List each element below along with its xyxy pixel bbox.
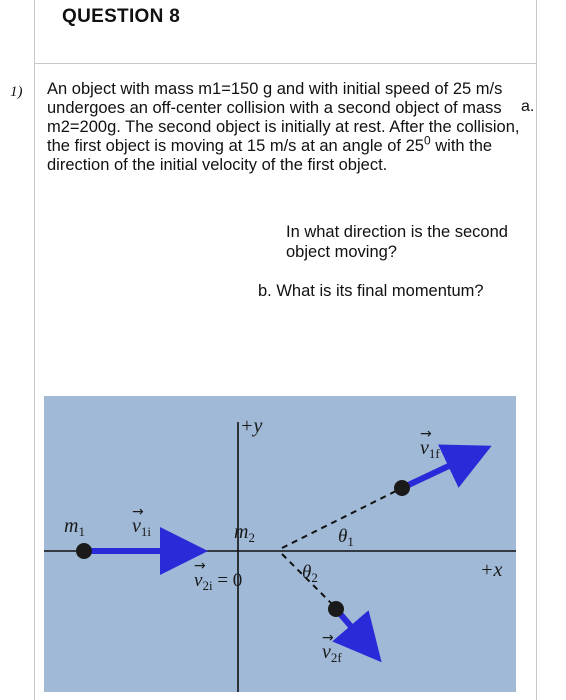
label-v1f-sub: 1f [428, 446, 440, 461]
label-v2i-value: = 0 [212, 570, 243, 591]
label-theta2-sub: 2 [311, 570, 318, 585]
label-theta2-main: θ [302, 562, 312, 583]
diagram-background [44, 396, 516, 692]
label-v1i-sub: 1i [140, 524, 152, 539]
part-a-marker: a. [521, 98, 535, 115]
label-m1-main: m [64, 515, 79, 537]
part-b-text: What is its final momentum? [276, 282, 484, 300]
label-plus-y: +y [240, 415, 263, 437]
v2i-vector-mark: → [194, 558, 206, 574]
v1f-vector-mark: → [420, 426, 432, 442]
label-v2f-main: v [322, 641, 331, 663]
part-b-marker: b. [258, 282, 272, 300]
label-v1i-main: v [132, 515, 141, 537]
part-a-question: In what direction is the second object moving? [286, 223, 508, 261]
label-v1f-main: v [420, 437, 429, 459]
paragraph-text-start: An object with mass m1=150 g and with initial speed of 25 m/s undergoes an off-center collision with a second object of mass m2=200g. The second object is initially at rest. After the collision, the first object is moving at 15 m/s at an angle of 25 [47, 80, 520, 155]
question-title: QUESTION 8 [62, 6, 181, 27]
mass-1-initial [76, 543, 92, 559]
left-margin-line [34, 0, 35, 700]
v1i-vector-mark: → [132, 504, 144, 520]
question-number: 1) [10, 84, 23, 100]
label-v2i-sub: 2i [202, 578, 213, 593]
v2f-vector-mark: → [322, 630, 334, 646]
part-b-question [258, 282, 484, 301]
label-v2i-main: v [194, 570, 203, 591]
mass-1-final [394, 480, 410, 496]
label-m2-main: m [234, 521, 249, 543]
label-plus-x: +x [480, 559, 503, 581]
label-m1-sub: 1 [78, 524, 85, 539]
mass-2-final [328, 601, 344, 617]
label-theta1-sub: 1 [347, 534, 354, 549]
label-m2-sub: 2 [248, 530, 255, 545]
right-margin-line [536, 0, 537, 700]
degree-superscript: 0 [423, 133, 431, 148]
paragraph-text-end: with the direction of the initial velocity of the first object. [47, 137, 493, 174]
label-theta1-main: θ [338, 526, 348, 547]
label-v2f-sub: 2f [330, 650, 342, 665]
question-paragraph [47, 80, 525, 175]
collision-diagram [44, 396, 516, 692]
title-divider [34, 63, 536, 64]
